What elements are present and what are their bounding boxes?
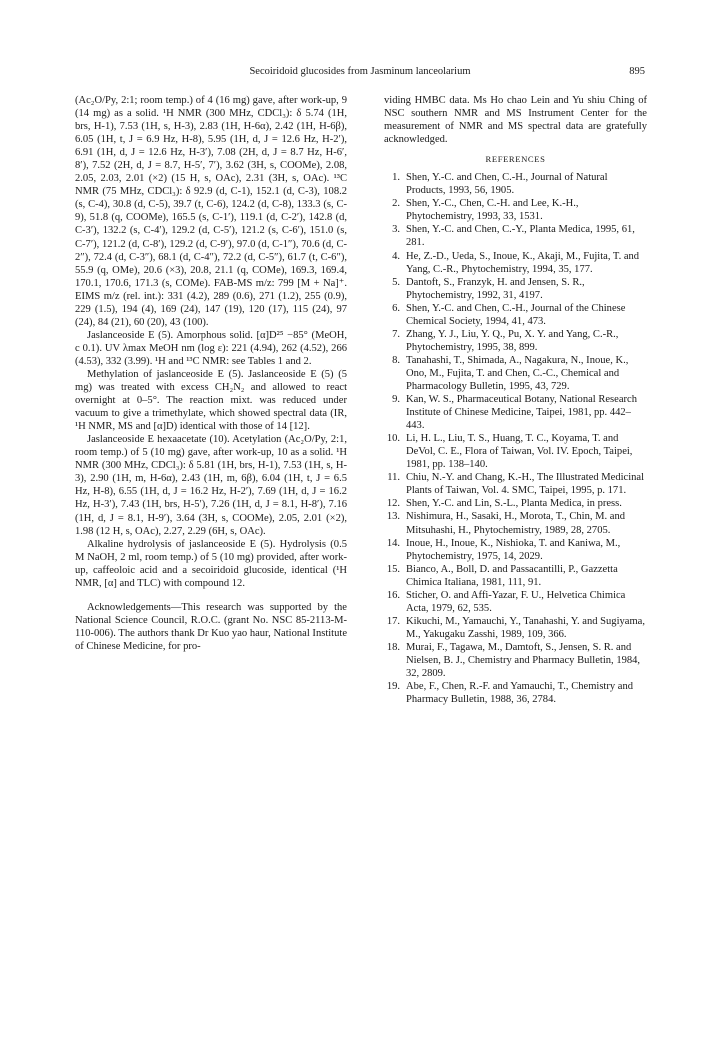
running-title: Secoiridoid glucosides from Jasminum lanceolarium bbox=[249, 66, 471, 77]
alkaline-hydrolysis-paragraph: Alkaline hydrolysis of jaslanceoside E (5). Hydrolysis (0.5 M NaOH, 2 ml, room temp.) of 5 (10 mg) provided, after work-up, caffeoloic acid and a secoiridoid glucoside, identical (¹H NMR, [α] and TLC) with compound 12. bbox=[75, 538, 347, 589]
acknowledgements-paragraph: Acknowledgements—This research was supported by the National Science Council, R.O.C. (grant No. NSC 85-2113-M-110-006). The authors thank Dr Kuo yao haur, National Institute of Chinese Medicine, for pro- bbox=[75, 601, 347, 652]
reference-item: 6. Shen, Y.-C. and Chen, C.-H., Journal of the Chinese Chemical Society, 1994, 41, 473. bbox=[392, 302, 626, 327]
reference-item: 4. He, Z.-D., Ueda, S., Inoue, K., Akaji, M., Fujita, T. and Yang, C.-R., Phytochemistry, 1994, 35, 177. bbox=[392, 250, 640, 275]
page-number: 895 bbox=[629, 66, 645, 77]
reference-item: 1. Shen, Y.-C. and Chen, C.-H., Journal of Natural Products, 1993, 56, 1905. bbox=[392, 172, 608, 197]
right-column bbox=[384, 94, 647, 706]
reference-item: 2. Shen, Y.-C., Chen, C.-H. and Lee, K.-H., Phytochemistry, 1993, 33, 1531. bbox=[392, 198, 579, 223]
reference-item: 5. Dantoft, S., Franzyk, H. and Jensen, S. R., Phytochemistry, 1992, 31, 4197. bbox=[392, 276, 585, 301]
methylation-paragraph: Methylation of jaslanceoside E (5). Jaslanceoside E (5) (5 mg) was treated with excess CH₂N₂ and allowed to react overnight at 0–5°. The reaction mixt. was reduced under vacuum to give a trimethylate, which showed spectral data (IR, ¹H NMR, MS and [α]D) identical with those of 14 [12]. bbox=[75, 368, 347, 433]
hexaacetate-paragraph: Jaslanceoside E hexaacetate (10). Acetylation (Ac₂O/Py, 2:1, room temp.) of 5 (10 mg) gave, after work-up, 10 as a solid. ¹H NMR (300 MHz, CDCl₃): δ 5.81 (1H, brs, H-1), 7.53 (1H, s, H-3), 2.90 (1H, m, H-6α), 2.43 (1H, m, 6β), 6.04 (1H, t, J = 6.5 Hz, H-8), 6.55 (1H, d, J = 16.2 Hz, H-2′), 7.69 (1H, d, J = 16.2 Hz, H-3′), 7.43 (1H, brs, H-5′), 7.26 (1H, d, J = 8.1, H-8′), 7.16 (1H, d, J = 8.1, H-9′), 3.64 (3H, s, COOMe), 2.05, 2.01 (×2), 1.98 (12 H, s, OAc), 2.27, 2.29 (6H, s, OAc). bbox=[75, 434, 347, 537]
running-header bbox=[75, 66, 645, 82]
reference-item: 15. Bianco, A., Boll, D. and Passacantilli, P., Gazzetta Chimica Italiana, 1981, 111, 91. bbox=[386, 563, 618, 588]
reference-item: 16. Sticher, O. and Affi-Yazar, F. U., Helvetica Chimica Acta, 1979, 62, 535. bbox=[386, 589, 626, 614]
acknowledgements-continued: viding HMBC data. Ms Ho chao Lein and Yu shiu Ching of NSC southern NMR and MS Instrument Center for the measurement of NMR and MS spectral data are gratefully acknowledged. bbox=[384, 95, 647, 146]
reference-item: 13. Nishimura, H., Sasaki, H., Morota, T., Chin, M. and Mitsuhashi, H., Phytochemistry, 1989, 28, 2705. bbox=[386, 511, 626, 536]
reference-item: 18. Murai, F., Tagawa, M., Damtoft, S., Jensen, S. R. and Nielsen, B. J., Chemistry and Pharmacy Bulletin, 1984, 32, 2809. bbox=[386, 641, 641, 680]
reference-list bbox=[384, 171, 647, 706]
reference-item: 8. Tanahashi, T., Shimada, A., Nagakura, N., Inoue, K., Ono, M., Fujita, T. and Chen, C.-C., Chemical and Pharmacology Bulletin, 1995, 43, 729. bbox=[392, 354, 629, 392]
references-heading: REFERENCES bbox=[485, 154, 546, 165]
reference-item: 14. Inoue, H., Inoue, K., Nishioka, T. and Kaniwa, M., Phytochemistry, 1975, 14, 2029. bbox=[386, 537, 621, 562]
reference-item: 17. Kikuchi, M., Yamauchi, Y., Tanahashi, Y. and Sugiyama, M., Yakugaku Zasshi, 1989, 109, 366. bbox=[386, 615, 645, 640]
left-column bbox=[75, 94, 347, 653]
reference-item: 7. Zhang, Y. J., Liu, Y. Q., Pu, X. Y. and Yang, C.-R., Phytochemistry, 1995, 38, 899. bbox=[392, 328, 619, 353]
reference-item: 12. Shen, Y.-C. and Lin, S.-L., Planta Medica, in press. bbox=[386, 498, 622, 510]
jaslanceoside-e-paragraph: Jaslanceoside E (5). Amorphous solid. [α]D²⁵ −85° (MeOH, c 0.1). UV λmax MeOH nm (log ε): 221 (4.94), 262 (4.52), 266 (4.53), 332 (3.99). ¹H and ¹³C NMR: see Tables 1 and 2. bbox=[75, 329, 347, 367]
reference-item: 9. Kan, W. S., Pharmaceutical Botany, National Research Institute of Chinese Medicine, Taipei, 1981, pp. 442–443. bbox=[392, 394, 637, 432]
reference-item: 11. Chiu, N.-Y. and Chang, K.-H., The Illustrated Medicinal Plants of Taiwan, Vol. 4. SMC, Taipei, 1995, p. 171. bbox=[387, 472, 645, 497]
reference-item: 19. Abe, F., Chen, R.-F. and Yamauchi, T., Chemistry and Pharmacy Bulletin, 1988, 36, 2784. bbox=[386, 681, 634, 706]
compound-9-data-paragraph: (Ac₂O/Py, 2:1; room temp.) of 4 (16 mg) gave, after work-up, 9 (14 mg) as a solid. ¹H NMR (300 MHz, CDCl₃): δ 5.74 (1H, brs, H-1), 7.53 (1H, s, H-3), 2.83 (1H, H-6α), 2.42 (1H, H-6β), 6.05 (1H, t, J = 6.9 Hz, H-8), 5.95 (1H, d, J = 12.6 Hz, H-2′), 6.91 (1H, d, J = 12.6 Hz, H-3′), 7.08 (2H, d, J = 8.7 Hz, H-6′, 8′), 7.52 (2H, d, J = 8.7, H-5′, 7′), 3.62 (3H, s, COOMe), 2.08, 2.05, 2.03, 2.01 (×2) (15 H, s, OAc), 2.31 (3H, s, OAc). ¹³C NMR (75 MHz, CDCl₃): δ 92.9 (d, C-1), 152.1 (d, C-3), 108.2 (s, C-4), 30.8 (d, C-5), 39.7 (t, C-6), 124.2 (d, C-8), 133.3 (s, C-9), 51.8 (q, COOMe), 165.5 (s, C-1′), 119.1 (d, C-2′), 142.8 (d, C-3′), 132.2 (s, C-4′), 129.2 (d, C-5′), 121.2 (s, C-6′), 151.0 (s, C-7′), 121.2 (d, C-8′), 129.2 (d, C-9′), 97.0 (d, C-1″), 70.6 (d, C-2″), 72.4 (d, C-3″), 68.1 (d, C-4″), 72.2 (d, C-5″), 61.7 (t, C-6″), 55.9 (q, OMe), 20.6 (×3), 20.8, 21.1 (q, COMe), 169.3, 169.4, 170.1, 170.6, 171.3 (s, COMe). FAB-MS m/z: 799 [M + Na]⁺. EIMS m/z (rel. int.): 331 (4.2), 289 (0.6), 271 (1.2), 255 (0.9), 229 (1.5), 194 (4), 169 (24), 147 (19), 120 (17), 115 (24), 97 (24), 84 (21), 60 (20), 43 (100). bbox=[75, 95, 347, 328]
reference-item: 3. Shen, Y.-C. and Chen, C.-Y., Planta Medica, 1995, 61, 281. bbox=[392, 224, 635, 249]
reference-item: 10. Li, H. L., Liu, T. S., Huang, T. C., Koyama, T. and DeVol, C. E., Flora of Taiwan, Vol. IV. Epoch, Taipei, 1981, pp. 138–140. bbox=[386, 433, 633, 471]
